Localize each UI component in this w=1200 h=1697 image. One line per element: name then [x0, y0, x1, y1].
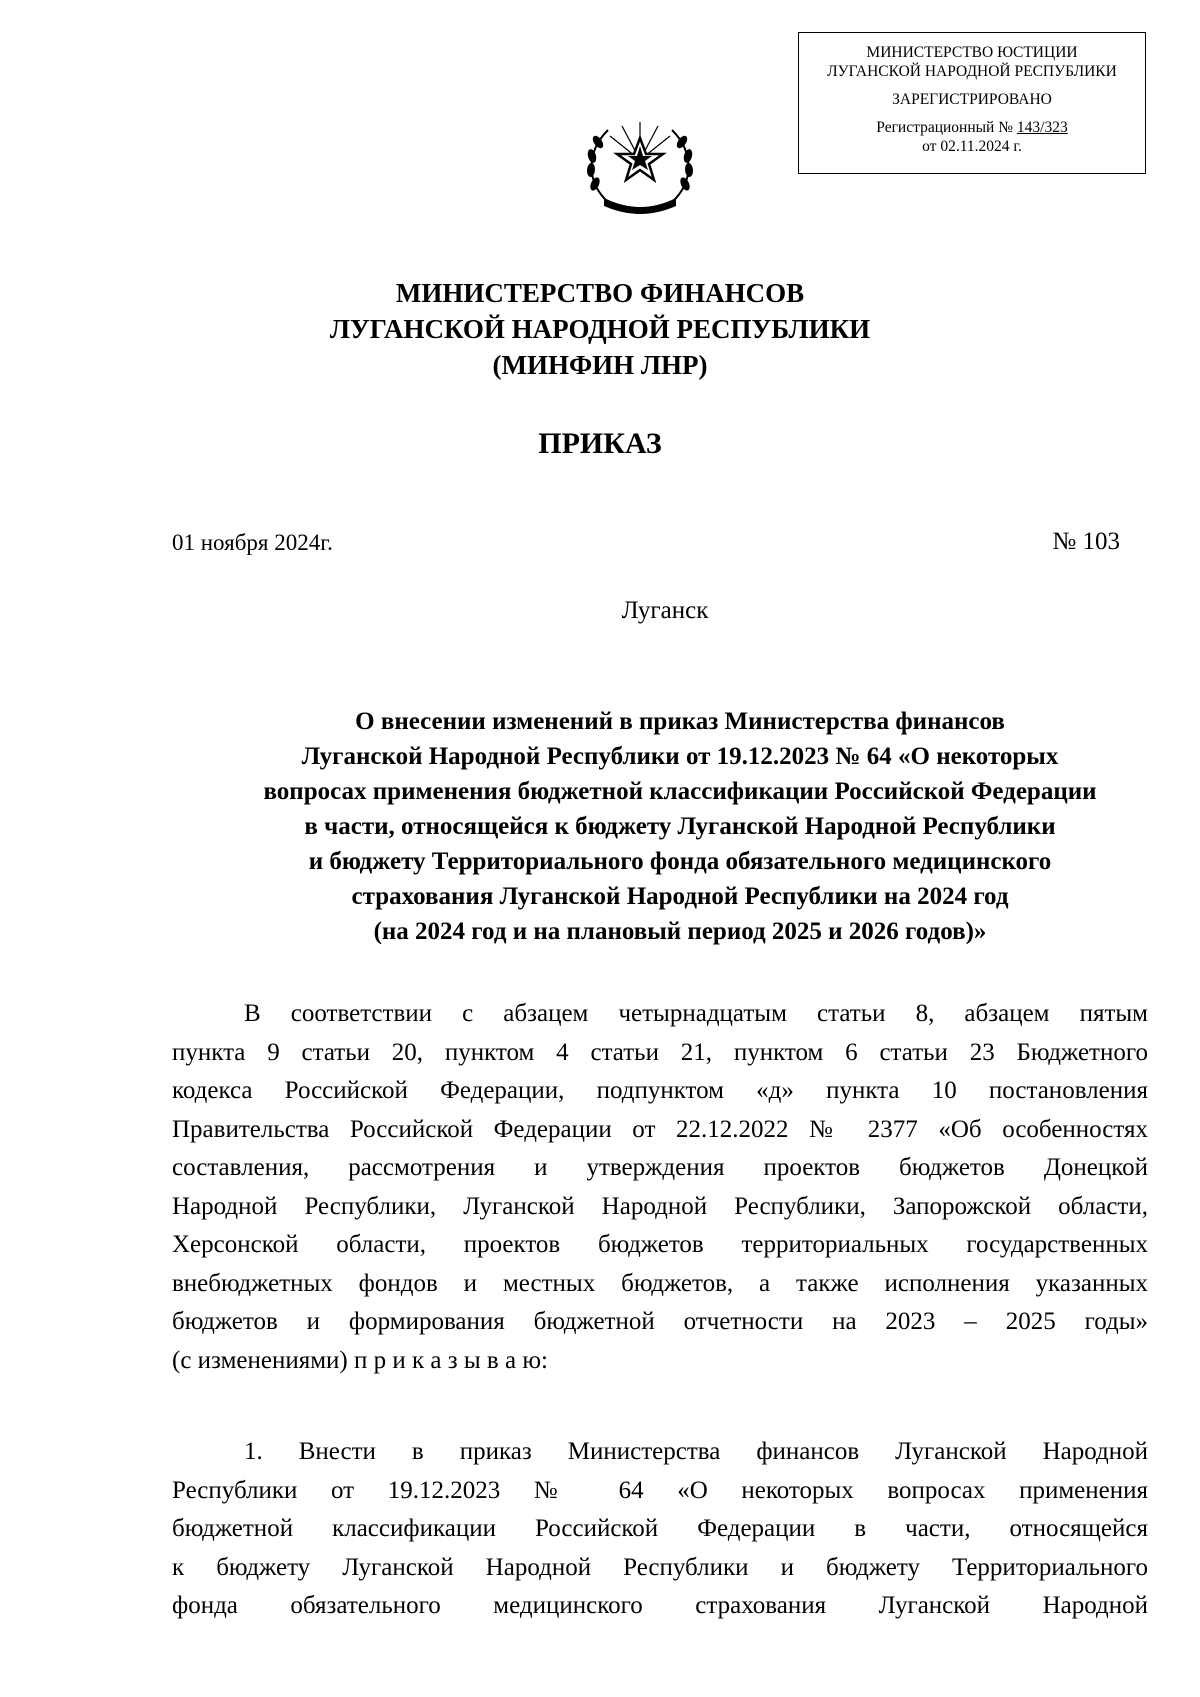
- ministry-line-3: (МИНФИН ЛНР): [492, 350, 708, 380]
- body-paragraph-1: [172, 995, 1148, 1380]
- subject-line: в части, относящейся к бюджету Луганской Народной Республики: [304, 813, 1056, 840]
- paragraph-line: В соответствии с абзацем четырнадцатым статьи 8, абзацем пятым: [244, 1000, 1148, 1027]
- ministry-line-1: МИНИСТЕРСТВО ФИНАНСОВ: [395, 278, 805, 308]
- order-subject: [120, 704, 1200, 949]
- paragraph-line: фонда обязательного медицинского страхования Луганской Народной: [172, 1592, 1148, 1619]
- stamp-line-2: ЛУГАНСКОЙ НАРОДНОЙ РЕСПУБЛИКИ: [827, 63, 1117, 80]
- paragraph-line: Херсонской области, проектов бюджетов территориальных государственных: [172, 1231, 1148, 1258]
- order-city: Луганск: [621, 597, 709, 624]
- subject-line: О внесении изменений в приказ Министерства финансов: [355, 708, 1005, 735]
- stamp-reg-date: от 02.11.2024 г.: [922, 138, 1022, 155]
- paragraph-line: Республики от 19.12.2023 № 64 «О некоторых вопросах применения: [172, 1476, 1148, 1504]
- paragraph-line: 1. Внести в приказ Министерства финансов Луганской Народной: [244, 1438, 1148, 1465]
- subject-line: вопросах применения бюджетной классификации Российской Федерации: [263, 778, 1097, 805]
- paragraph-line: пункта 9 статьи 20, пунктом 4 статьи 21, пунктом 6 статьи 23 Бюджетного: [172, 1038, 1148, 1066]
- subject-line: (на 2024 год и на плановый период 2025 и 2026 годов)»: [373, 918, 987, 945]
- paragraph-line: (с изменениями) п р и к а з ы в а ю:: [172, 1346, 548, 1374]
- stamp-reg-label: Регистрационный №: [876, 119, 1017, 136]
- paragraph-line: бюджетов и формирования бюджетной отчетности на 2023 – 2025 годы»: [172, 1308, 1148, 1335]
- ministry-line-2: ЛУГАНСКОЙ НАРОДНОЙ РЕСПУБЛИКИ: [329, 314, 871, 344]
- paragraph-line: к бюджету Луганской Народной Республики и бюджету Территориального: [172, 1553, 1148, 1581]
- document-type: ПРИКАЗ: [538, 427, 662, 460]
- paragraph-line: Правительства Российской Федерации от 22.12.2022 № 2377 «Об особенностях: [172, 1115, 1148, 1143]
- subject-line: и бюджету Территориального фонда обязательного медицинского: [308, 848, 1052, 875]
- order-number: № 103: [1052, 528, 1120, 555]
- paragraph-line: составления, рассмотрения и утверждения проектов бюджетов Донецкой: [172, 1154, 1148, 1181]
- lnr-coat-of-arms-icon: [578, 112, 702, 220]
- stamp-reg-number-line: [799, 118, 1145, 137]
- paragraph-line: бюджетной классификации Российской Федерации в части, относящейся: [172, 1515, 1148, 1542]
- subject-line: страхования Луганской Народной Республики на 2024 год: [351, 883, 1009, 910]
- paragraph-line: Народной Республики, Луганской Народной Республики, Запорожской области,: [172, 1192, 1148, 1220]
- registration-stamp: [798, 32, 1146, 174]
- ministry-header: [0, 275, 1200, 383]
- paragraph-line: внебюджетных фондов и местных бюджетов, а также исполнения указанных: [172, 1269, 1148, 1297]
- stamp-reg-number: 143/323: [1016, 119, 1068, 136]
- subject-line: Луганской Народной Республики от 19.12.2023 № 64 «О некоторых: [301, 743, 1059, 770]
- stamp-line-1: МИНИСТЕРСТВО ЮСТИЦИИ: [866, 44, 1078, 61]
- order-date: 01 ноября 2024г.: [172, 530, 333, 555]
- stamp-status: ЗАРЕГИСТРИРОВАНО: [892, 91, 1052, 108]
- paragraph-line: кодекса Российской Федерации, подпунктом «д» пункта 10 постановления: [172, 1077, 1148, 1104]
- body-paragraph-2: [172, 1433, 1148, 1626]
